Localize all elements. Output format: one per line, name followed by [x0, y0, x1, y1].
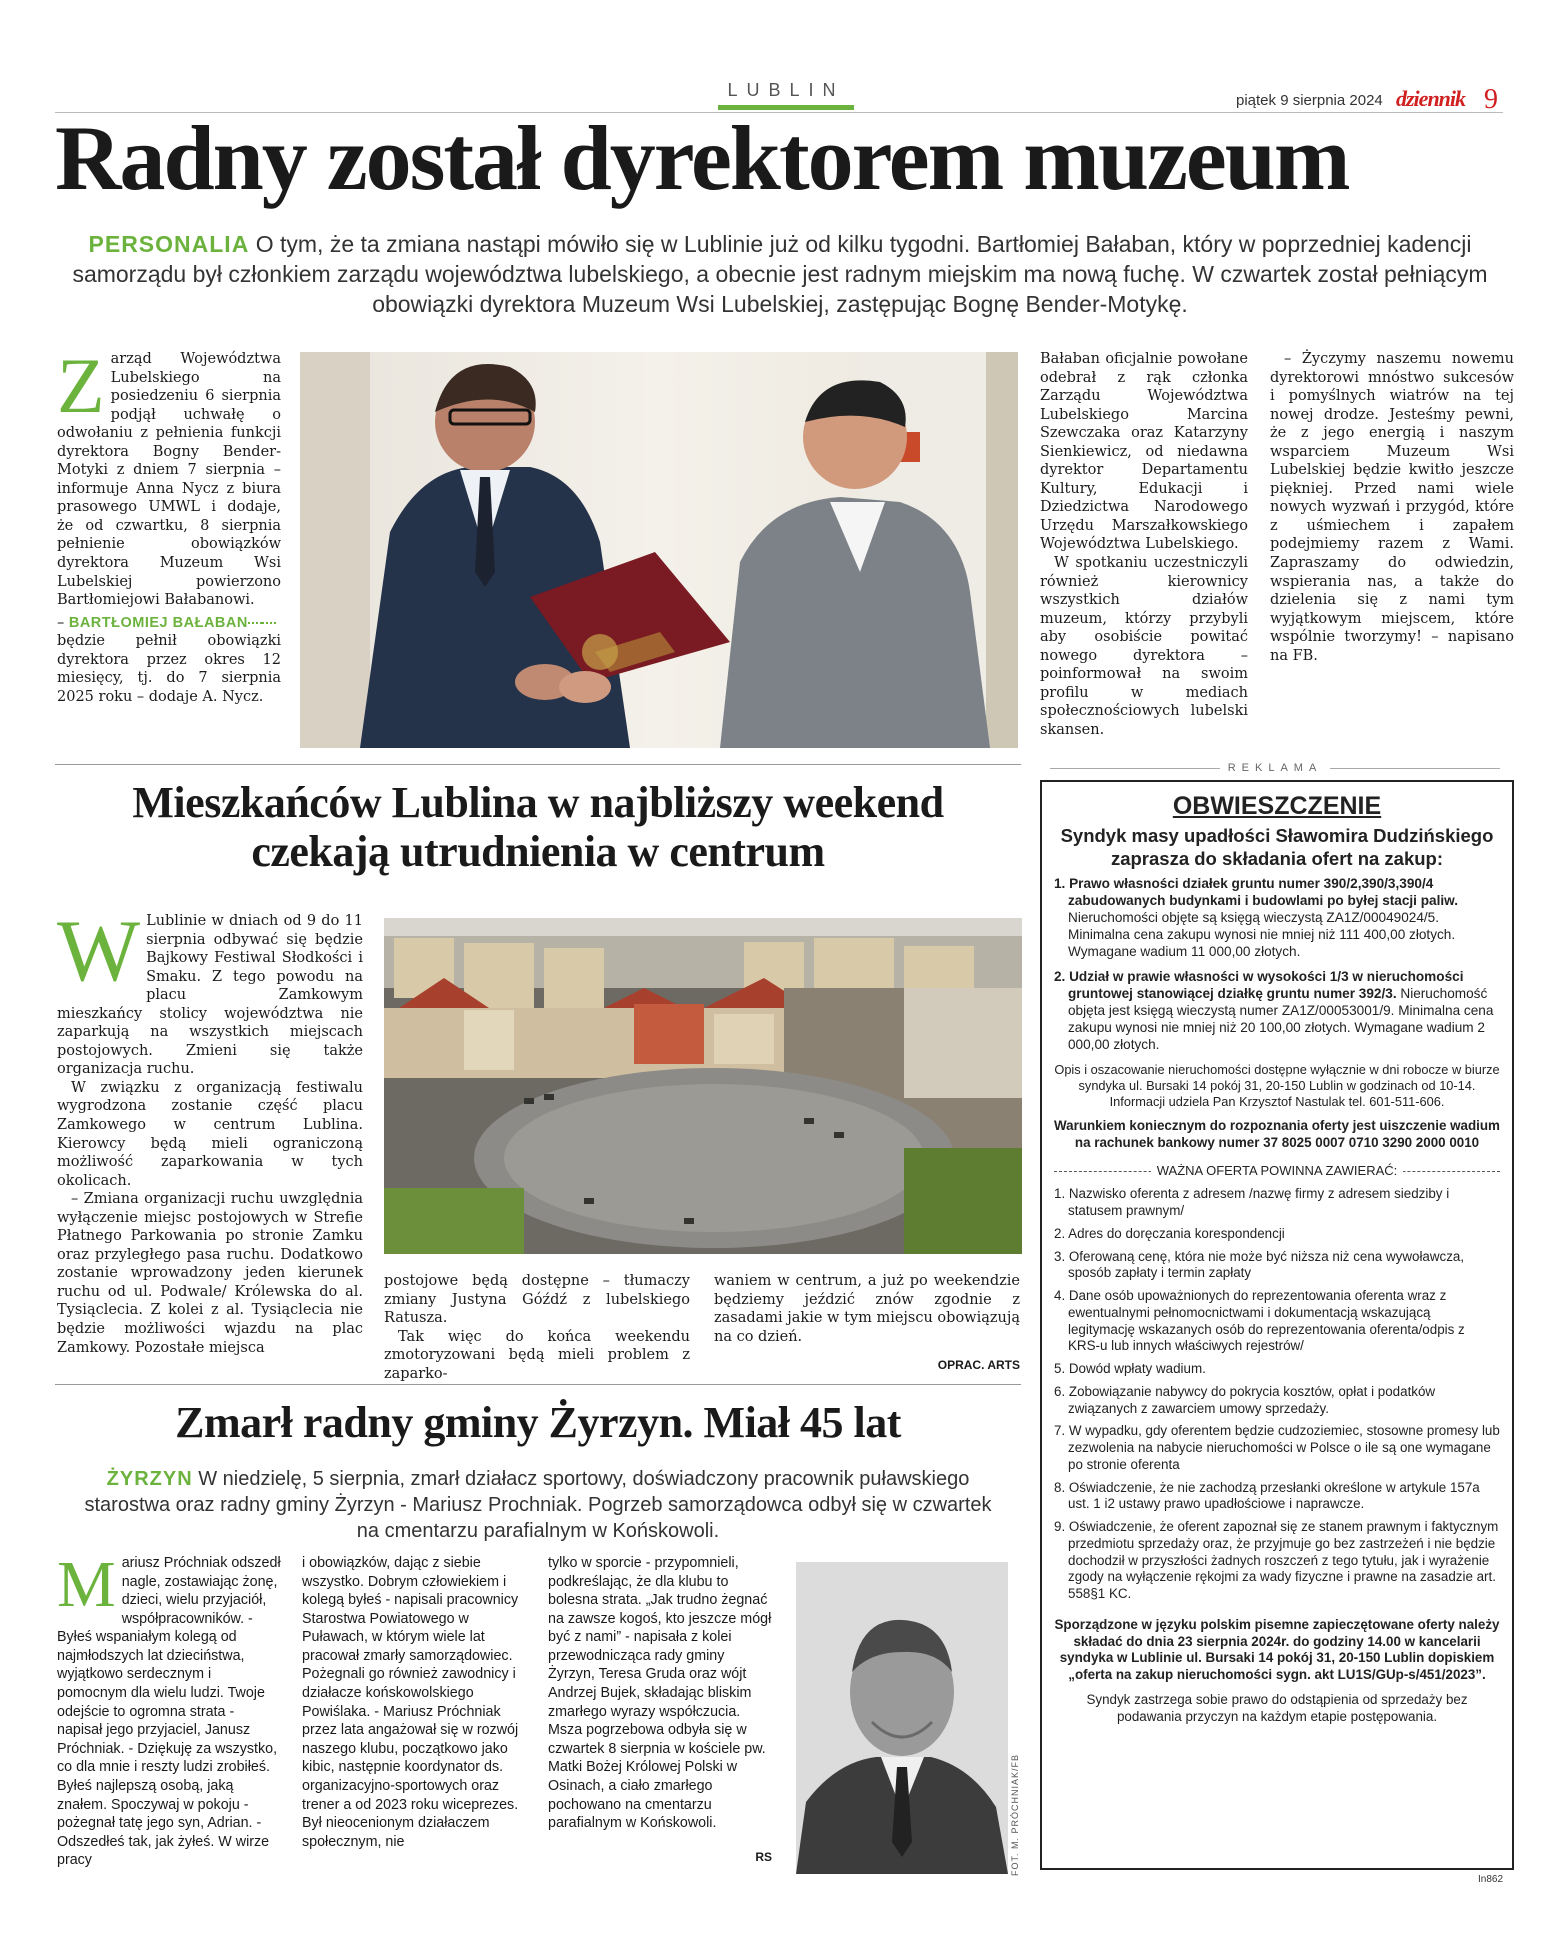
story1-paragraph-5: – Życzymy naszemu nowemu dyrektorowi mnóstwo sukcesów i pomyślnych wiatrów na tej nowej drodze. Jesteśmy pewni, że z jego energią i naszym wsparciem Muzeum Wsi Lubelskiej będzie kwitło jeszcze piękniej. Przed nami wiele nowych wyzwań i przygód, które z uśmiechem i zapałem podejmiemy razem z Wami. Zapraszamy do odwiedzin, wspierania nas, a także do dzielenia się z nami tym wyjątkowym miejscem, które wspólnie tworzymy! – napisano na FB. [1270, 351, 1514, 664]
ad-footer: Syndyk zastrzega sobie prawo do odstąpienia od sprzedaży bez podawania przyczyn na każdym etapie postępowania. [1086, 1691, 1468, 1724]
brand-logo: dziennik [1396, 86, 1466, 111]
dropcap: Z [57, 342, 105, 429]
story2-paragraph-6: waniem w centrum, a już po weekendzie będziemy jeździć znów zgodnie z zasadami jakie w tym miejscu obowiązują na co dzień. [714, 1273, 1020, 1345]
advertisement-notice [1040, 780, 1514, 1870]
list-item: 4. Dane osób upoważnionych do reprezentowania oferenta wraz z ewentualnymi pełnomocnictwami i dokumentacją wskazującą legitymację wskazanych osób do reprezentowania oferenta/odpis z KRS-u lub innych właściwych rejestrów/ [1054, 1288, 1465, 1354]
list-item: 6. Zobowiązanie nabywcy do pokrycia kosztów, opłat i podatków związanych z zawarciem umowy sprzedaży. [1054, 1383, 1436, 1416]
ad-viewing-note: Opis i oszacowanie nieruchomości dostępne wyłącznie w dni robocze w biurze syndyka ul. Bursaki 14 pokój 31, 20-150 Lublin w godzinach od 10-14. Informacji udziela Pan Krzysztof Nastulak tel. 601-511-606. [1054, 1061, 1500, 1109]
ad-offer-1-heading: 1. Prawo własności działek gruntu numer 390/2,390/3,390/4 zabudowanych budynkami i budowlami po byłej stacji paliw. [1054, 876, 1459, 909]
story2-headline [55, 778, 1021, 877]
ad-offer-2 [1054, 969, 1500, 1054]
advertisement-label: REKLAMA [1040, 762, 1510, 774]
story3-headline: Zmarł radny gminy Żyrzyn. Miał 45 lat [175, 1398, 901, 1447]
issue-date: piątek 9 sierpnia 2024 [1236, 92, 1383, 109]
story2-credit: OPRAC. ARTS [937, 1358, 1020, 1372]
main-headline: Radny został dyrektorem muzeum [55, 107, 1349, 209]
story1-paragraph-3: Bałaban oficjalnie powołane odebrał z rąk członka Zarządu Województwa Lubelskiego Marcina Szewczaka oraz Katarzyny Sienkiewicz, od niedawna dyrektor Departamentu Kultury, Edukacji i Dziedzictwa Narodowego Urzędu Marszałkowskiego Województwa Lubelskiego. [1040, 351, 1248, 553]
quote-connector [248, 622, 262, 624]
ad-offer-2-details: Nieruchomość objęta jest księgą wieczystą numer ZA1Z/00053001/9. Minimalna cena zakupu wynosi nie mniej niż 20 100,00 złotych. Wymagane wadium 2 000,00 złotych. [1068, 986, 1494, 1052]
story2-paragraph-2: W związku z organizacją festiwalu wygrodzona zostanie część placu Zamkowego w centrum Lublina. Kierowcy będą mieli ograniczoną możliwość zaparkowania w tych okolicach. [57, 1079, 363, 1189]
castle-square-aerial-photo [384, 918, 1022, 1254]
story3-column-2: i obowiązków, dając z siebie wszystko. Dobrym człowiekiem i kolegą byłeś - napisali pracownicy Starostwa Powiatowego w Puławach, w którym wiele lat pracował zmarły samorządowiec. Pożegnali go również zawodnicy i działacze końskowolskiego Powiślaka. - Mariusz Próchniak przez lata angażował się w rozwój naszego klubu, początkowo jako kibic, następnie koordynator ds. organizacyjno-sportowych oraz trener a od 2023 roku wiceprezes. Był nieocenionym działaczem społecznym, nie [302, 1555, 519, 1850]
story2-paragraph-3: – Zmiana organizacji ruchu uwzględnia wyłączenie miejsc postojowych w Strefie Płatnego Parkowania po stronie Zamku oraz przyległego pasa ruchu. Dodatkowo zostanie wprowadzony jeden kierunek ruchu od ul. Podwale/ Królewska do al. Tysiąclecia. Z kolei z al. Tysiąclecia nie będzie możliwości wjazdu na plac Zamkowy. Pozostałe miejsca [57, 1191, 363, 1356]
ad-list-heading [1054, 1163, 1500, 1178]
kicker-zyrzyn: ŻYRZYN [106, 1468, 193, 1490]
ad-offer-2-heading: 2. Udział w prawie własności w wysokości 1/3 w nieruchomości gruntowej stanowiącej działkę gruntu numer 392/3. [1054, 969, 1464, 1002]
page-number: 9 [1484, 84, 1498, 115]
story1-paragraph-2: będzie pełnił obowiązki dyrektora przez okres 12 miesięcy, tj. do 7 sierpnia 2025 roku – dodaje A. Nycz. [57, 633, 281, 705]
ad-code: In862 [1478, 1874, 1504, 1885]
ad-requirements-list [1054, 1186, 1500, 1603]
story3-column-1 [57, 1548, 283, 1870]
story-divider [55, 1384, 1021, 1385]
list-item: 9. Oświadczenie, że oferent zapoznał się ze stanem prawnym i faktycznym przedmiotu sprzedaży oraz, że przyjmuje go bez zastrzeżeń i nie będzie dochodził w przyszłości żadnych roszczeń z tego tytułu, jak i wyrażenie zgody na wyłączenie rękojmi za wady fizyczne i prawne na zasadzie art. 558§1 KC. [1054, 1519, 1499, 1602]
list-item: 5. Dowód wpłaty wadium. [1054, 1361, 1206, 1377]
ad-offer-1-details: Nieruchomości objęte są księgą wieczystą ZA1Z/00049024/5. Minimalna cena zakupu wynosi nie mniej niż 111 400,00 złotych. Wymagane wadium 11 000,00 złotych. [1068, 910, 1456, 960]
main-lead [70, 230, 1490, 320]
ad-list-heading-text: WAŻNA OFERTA POWINNA ZAWIERAĆ: [1151, 1163, 1404, 1178]
ad-subtitle: Syndyk masy upadłości Sławomira Dudzińskiego zaprasza do składania ofert na zakup: [1060, 825, 1494, 869]
ad-title: OBWIESZCZENIE [1172, 792, 1382, 820]
story1-column-3 [1270, 350, 1514, 665]
story2-column-3 [714, 1272, 1020, 1346]
story2-column-2 [384, 1272, 690, 1383]
pull-quote-name: BARTŁOMIEJ BAŁABAN [68, 614, 248, 631]
ad-deposit-condition: Warunkiem koniecznym do rozpoznania oferty jest uiszczenie wadium na rachunek bankowy numer 37 8025 0007 0710 3290 2000 0010 [1054, 1117, 1500, 1150]
story3-column-3: tylko w sporcie - przypomnieli, podkreślając, że dla klubu to bolesna strata. „Jak trudno żegnać na zawsze kogoś, kto jeszcze mógł być z nami” - napisała z kolei przewodnicząca rady gminy Żyrzyn, Teresa Gruda oraz wójt Andrzej Bujek, składając bliskim zmarłego wyrazy współczucia. Msza pogrzebowa odbyła się w czwartek 8 sierpnia w kościele pw. Matki Bożej Królowej Polski w Osinach, a ciało zmarłego pochowano na cmentarzu parafialnym w Końskowoli. [548, 1555, 772, 1832]
list-item: 7. W wypadku, gdy oferentem będzie cudzoziemiec, stosowne promesy lub zezwolenia na nabycie nieruchomości w Polsce o ile są one wymagane po stronie oferenta [1054, 1423, 1500, 1472]
section-label: LUBLIN [727, 80, 845, 100]
story1-paragraph: arząd Województwa Lubelskiego na posiedzeniu 6 sierpnia podjął uchwałę o odwołaniu z pełnienia funkcji dyrektora Bogny Bender-Motyki z dniem 7 sierpnia – informuje Anna Nycz z biura prasowego UMWL i dodaje, że od czwartku, 8 sierpnia pełnienie obowiązków dyrektora Muzeum Wsi Lubelskiej powierzono Bartłomiejowi Bałabanowi. [57, 351, 281, 609]
story-divider [55, 764, 1021, 765]
photo-credit: FOT. M. PRÓCHNIAK/FB [1010, 1753, 1020, 1876]
story2-paragraph: Lublinie w dniach od 9 do 11 sierpnia odbywać się będzie Bajkowy Festiwal Słodkości i Smaku. Z tego powodu na placu Zamkowym mieszkańcy stolicy województwa nie zaparkują na wszystkich miejscach postojowych. Zmieni się także organizacja ruchu. [57, 913, 363, 1078]
list-item: 8. Oświadczenie, że nie zachodzą przesłanki określone w artykule 157a ust. 1 i2 ustawy prawo upadłościowe i naprawcze. [1054, 1479, 1480, 1512]
story1-column-1 [57, 342, 281, 706]
list-item: 1. Nazwisko oferenta z adresem /nazwę firmy z adresem siedziby i statusem prawnym/ [1054, 1186, 1450, 1219]
story3-credit: RS [755, 1850, 772, 1864]
story2-headline-line-2: czekają utrudnienia w centrum [251, 827, 825, 877]
mariusz-prochniak-portrait [796, 1562, 1008, 1874]
story1-paragraph-4: W spotkaniu uczestniczyli również kierownicy wszystkich działów muzeum, którzy przybyli aby osobiście powitać nowego dyrektora – poinformował na swoim profilu w mediach społecznościowych lubelski skansen. [1040, 555, 1248, 738]
story2-column-1 [57, 903, 363, 1357]
ad-offer-1 [1054, 876, 1500, 961]
list-item: 3. Oferowaną cenę, która nie może być niższa niż cena wywoławcza, sposób zapłaty i termin zapłaty [1054, 1248, 1465, 1281]
story2-headline-line-1: Mieszkańców Lublina w najbliższy weekend [132, 778, 944, 827]
lead-text: O tym, że ta zmiana nastąpi mówiło się w Lublinie już od kilku tygodni. Bartłomiej Bałaban, który w poprzedniej kadencji samorządu był członkiem zarządu województwa lubelskiego, a obecnie jest radnym miejskim ma nową fuchę. W czwartek został pełniącym obowiązki dyrektora Muzeum Wsi Lubelskiej, zastępując Bognę Bender-Motykę. [72, 231, 1488, 317]
story2-paragraph-4: postojowe będą dostępne – tłumaczy zmiany Justyna Góźdź z lubelskiego Ratusza. [384, 1273, 690, 1327]
ad-closing: Sporządzone w języku polskim pisemne zapieczętowane oferty należy składać do dnia 23 sierpnia 2024r. do godziny 14.00 w kancelarii syndyka w Lublinie ul. Bursaki 14 pokój 31, 20-150 Lublin dopiskiem „oferta na zakup nieruchomości sygn. akt LU1S/GUp-s/451/2023”. [1054, 1616, 1500, 1683]
lead-text: W niedzielę, 5 sierpnia, zmarł działacz sportowy, doświadczony pracownik puławskiego starostwa oraz radny gminy Żyrzyn - Mariusz Prochniak. Pogrzeb samorządowca odbył się w czwartek na cmentarzu parafialnym w Końskowoli. [84, 1468, 992, 1542]
kicker-personalia: PERSONALIA [88, 231, 250, 257]
story2-paragraph-5: Tak więc do końca weekendu zmotoryzowani będą mieli problem z zaparko- [384, 1328, 690, 1382]
list-item: 2. Adres do doręczania korespondencji [1054, 1225, 1285, 1241]
dropcap: M [57, 1548, 116, 1621]
quote-connector-2 [262, 622, 276, 624]
story3-paragraph: ariusz Próchniak odszedł nagle, zostawiając żonę, dzieci, wielu przyjaciół, współpracowników. - Byłeś wspaniałym kolegą od najmłodszych lat dzieciństwa, wyjątkowo serdecznym i pomocnym dla wielu ludzi. Twoje odejście to ogromna strata - napisał jego przyjaciel, Janusz Próchniak. - Dziękuję za wszystko, co dla mnie i reszty ludzi zrobiłeś. Byłeś najlepszą osobą, jaką znałem. Spoczywaj w pokoju - pożegnał tatę jego syn, Adrian. - Odszedłeś tak, jak żyłeś. W wirze pracy [57, 1555, 281, 1869]
dash: – [57, 614, 69, 631]
museum-handover-photo [300, 352, 1018, 748]
dropcap: W [57, 903, 141, 1000]
story3-lead [80, 1466, 996, 1544]
story1-column-2 [1040, 350, 1248, 739]
